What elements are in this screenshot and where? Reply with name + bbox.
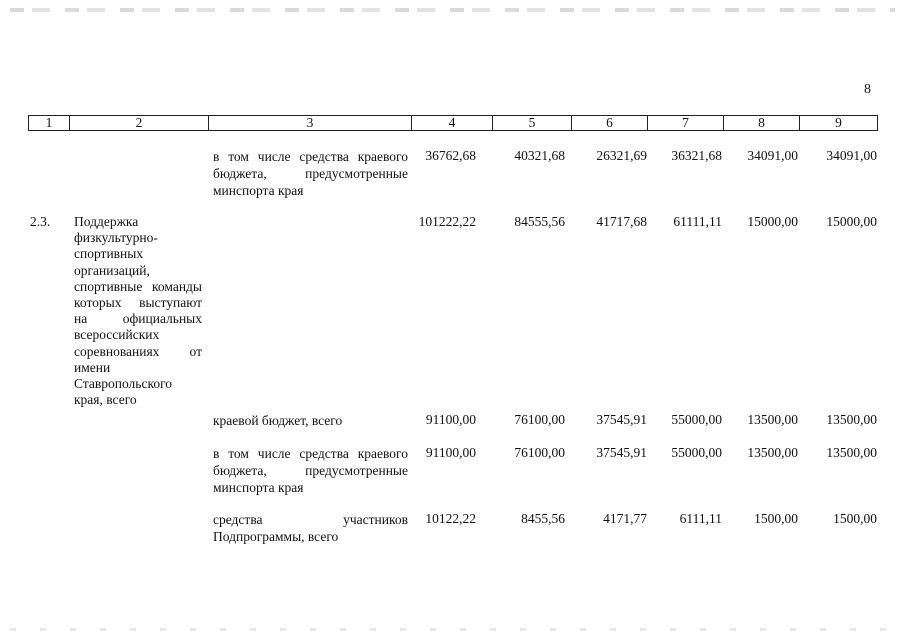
item-number: 2.3. (30, 214, 51, 229)
column-header-2: 2 (69, 116, 208, 130)
value-col-9: 13500,00 (826, 445, 877, 460)
column-header-5: 5 (492, 116, 571, 130)
value-col-7: 55000,00 (671, 445, 722, 460)
value-col-5: 8455,56 (521, 511, 565, 526)
page-number: 8 (864, 82, 871, 97)
column-header-7: 7 (647, 116, 723, 130)
value-col-5: 76100,00 (514, 445, 565, 460)
value-col-4: 36762,68 (425, 148, 476, 163)
column-header-8: 8 (723, 116, 799, 130)
table-header-row (28, 115, 878, 131)
value-col-6: 37545,91 (596, 445, 647, 460)
column-header-4: 4 (411, 116, 492, 130)
value-col-7: 61111,11 (673, 214, 722, 229)
funding-source: средства участников Подпрограммы, всего (213, 512, 408, 544)
value-col-6: 37545,91 (596, 412, 647, 427)
value-col-9: 1500,00 (833, 511, 877, 526)
value-col-8: 13500,00 (747, 412, 798, 427)
value-col-7: 36321,68 (671, 148, 722, 163)
value-col-5: 84555,56 (514, 214, 565, 229)
column-header-6: 6 (571, 116, 647, 130)
value-col-6: 4171,77 (603, 511, 647, 526)
funding-source: в том числе средства краевого бюджета, предусмотренные минспорта края (213, 446, 408, 495)
value-col-4: 10122,22 (425, 511, 476, 526)
column-header-1: 1 (45, 115, 53, 130)
value-col-6: 26321,69 (596, 148, 647, 163)
column-header-9: 9 (799, 116, 877, 130)
value-col-4: 91100,00 (425, 412, 476, 427)
scan-artifact-bottom (10, 628, 895, 631)
value-col-8: 34091,00 (747, 148, 798, 163)
funding-source: краевой бюджет, всего (213, 413, 343, 428)
value-col-4: 101222,22 (418, 214, 476, 229)
value-col-5: 40321,68 (514, 148, 565, 163)
value-col-7: 55000,00 (671, 412, 722, 427)
funding-source: в том числе средства краевого бюджета, предусмотренные минспорта края (213, 149, 408, 198)
value-col-8: 1500,00 (754, 511, 798, 526)
value-col-8: 13500,00 (747, 445, 798, 460)
value-col-6: 41717,68 (596, 214, 647, 229)
item-name: Поддержка физкультурно-спортивных организаций, спортивные команды которых выступают на официальных всероссийских соревнованиях от имени Ставропольского края, всего (74, 214, 202, 408)
value-col-9: 15000,00 (826, 214, 877, 229)
value-col-9: 13500,00 (826, 412, 877, 427)
value-col-8: 15000,00 (747, 214, 798, 229)
scan-artifact-top (10, 8, 895, 12)
value-col-5: 76100,00 (514, 412, 565, 427)
value-col-7: 6111,11 (679, 511, 722, 526)
value-col-9: 34091,00 (826, 148, 877, 163)
column-header-3: 3 (208, 116, 411, 130)
value-col-4: 91100,00 (425, 445, 476, 460)
